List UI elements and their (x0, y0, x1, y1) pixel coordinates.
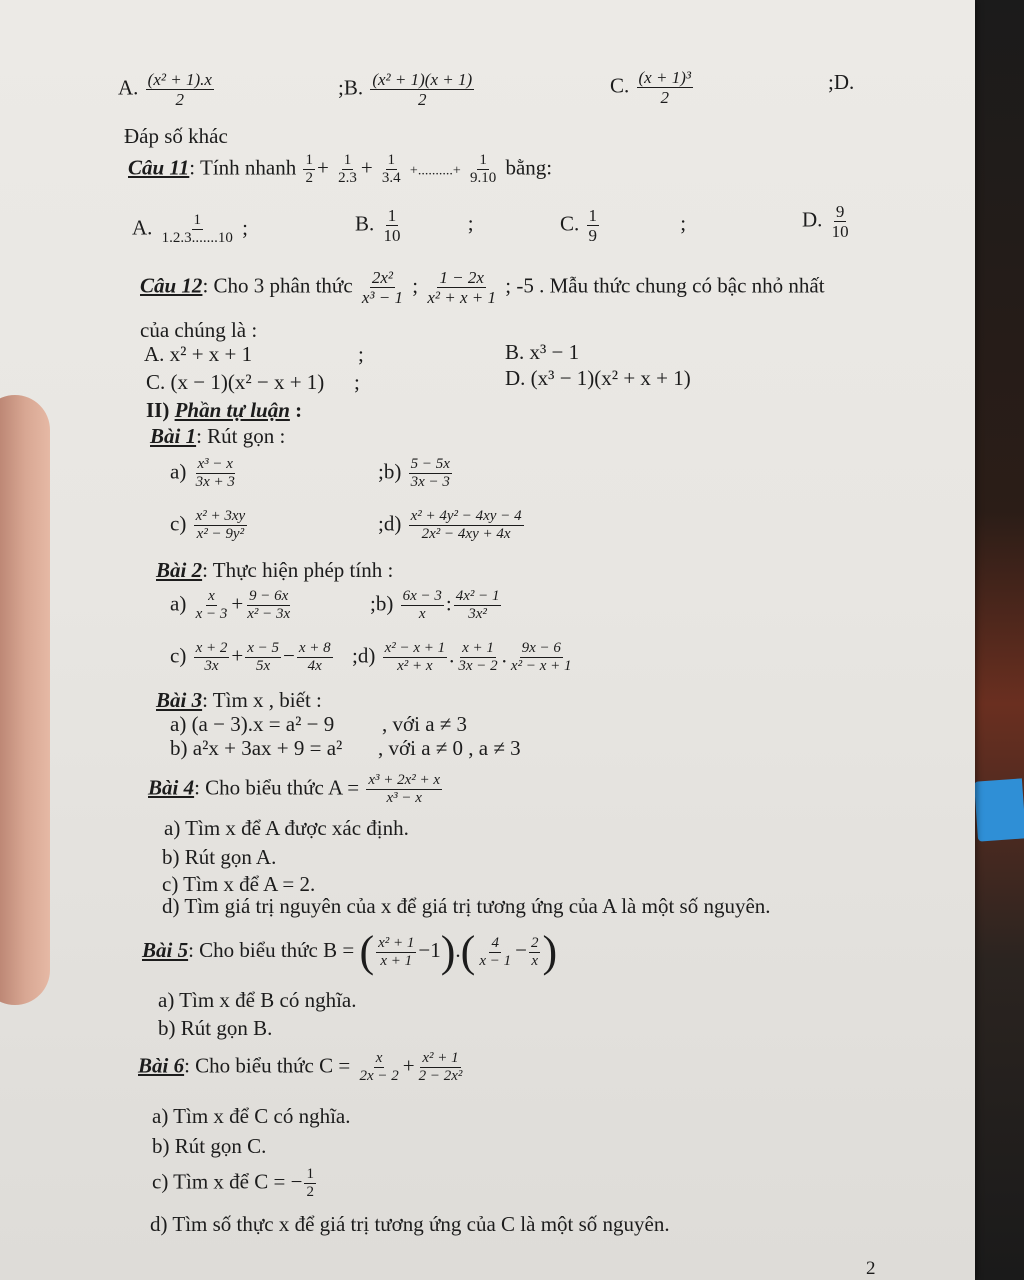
bai5-item-b: b) Rút gọn B. (158, 1016, 273, 1040)
bai4-item-a: a) Tìm x để A được xác định. (164, 816, 409, 840)
bai2-d: ;d) $\frac{\text{x² − x + 1}}{\text{x² + x}}$ . $\frac{x + 1}{3x - 2}$ . $\frac{9x - 6}{\text{x² − x + 1}}$ (352, 640, 572, 674)
bai5-heading: Bài 5: Cho biểu thức B = ( $\frac{\text{x² + 1}}{x + 1}$ −1).( $\frac{4}{x - 1}$ − $\frac{2}{x}$ ) (142, 927, 558, 976)
q10-option-b: ;B. $\frac{\text{(x² + 1)(x + 1)}}{2}$ (338, 70, 473, 109)
q11-option-b: B. $\frac{1}{10}$ ; (355, 206, 474, 245)
q12-line2: của chúng là : (140, 318, 258, 342)
q11-option-c: C. $\frac{1}{9}$ ; (560, 206, 687, 245)
q10-option-a: A. $\frac{\text{(x² + 1).x}}{2}$ (118, 70, 212, 109)
bai1-b: ;b) $\frac{5 - 5x}{3x - 3}$ (378, 456, 450, 490)
q12-option-d: D. (x³ − 1)(x² + x + 1) (505, 366, 691, 390)
bai2-a: a) $\frac{x}{x - 3}$ + $\frac{9 - 6x}{\text{x² − 3x}}$ (170, 588, 291, 622)
keyboard-key (974, 778, 1024, 841)
bai6-item-a: a) Tìm x để C có nghĩa. (152, 1104, 351, 1128)
q12-option-b: B. x³ − 1 (505, 340, 580, 364)
q11-option-a: A. $\frac{1}{1.2.3.......10}$ ; (132, 212, 249, 246)
bai6-heading: Bài 6: Cho biểu thức C = $\frac{x}{2x - 2}$ + $\frac{\text{x² + 1}}{\text{2 − 2x²}}$ (138, 1050, 463, 1084)
q12-option-c: C. (x − 1)(x² − x + 1) (146, 370, 325, 394)
bai6-item-d: d) Tìm số thực x để giá trị tương ứng của C là một số nguyên. (150, 1212, 670, 1236)
part2-heading: II) Phần tự luận : (146, 398, 303, 422)
q12-option-c-sep: ; (354, 370, 360, 394)
bai4-item-c: c) Tìm x để A = 2. (162, 872, 316, 896)
bai3-a: a) (a − 3).x = a² − 9 (170, 712, 335, 736)
bai1-d: ;d) $\frac{\text{x² + 4y² − 4xy − 4}}{\text{2x² − 4xy + 4x}}$ (378, 508, 522, 542)
q10-option-d: ;D. (828, 70, 855, 94)
bai6-item-b: b) Rút gọn C. (152, 1134, 267, 1158)
bai4-item-b: b) Rút gọn A. (162, 845, 277, 869)
bai1-a: a) $\frac{\text{x³ − x}}{3x + 3}$ (170, 456, 235, 490)
q11-question: Câu 11: Tính nhanh $\frac{1}{2}$ + $\frac{1}{2.3}$ + $\frac{1}{3.4}$ +..........+ $\frac{1}{9.10}$ bằng: (128, 152, 553, 186)
finger-thumb (0, 395, 50, 1005)
q12-option-a: A. x² + x + 1 (144, 342, 253, 366)
bai2-b: ;b) $\frac{6x - 3}{x}$ : $\frac{\text{4x² − 1}}{\text{3x²}}$ (370, 588, 500, 622)
bai3-b: b) a²x + 3ax + 9 = a² (170, 736, 343, 760)
bai4-item-d: d) Tìm giá trị nguyên của x để giá trị tương ứng của A là một số nguyên. (162, 894, 771, 918)
page-number: 2 (866, 1258, 876, 1279)
bai3-heading: Bài 3: Tìm x , biết : (156, 688, 322, 712)
bai1-c: c) $\frac{\text{x² + 3xy}}{\text{x² − 9y²}}$ (170, 508, 246, 542)
q11-option-d: D. $\frac{9}{10}$ (802, 202, 849, 241)
bai6-item-c: c) Tìm x để C = − $\frac{1}{2}$ (152, 1166, 314, 1200)
bai3-b-condition: , với a ≠ 0 , a ≠ 3 (378, 736, 521, 760)
q10-option-d-text: Đáp số khác (124, 124, 228, 148)
bai2-heading: Bài 2: Thực hiện phép tính : (156, 558, 394, 582)
bai5-item-a: a) Tìm x để B có nghĩa. (158, 988, 357, 1012)
bai4-heading: Bài 4: Cho biểu thức A = $\frac{\text{x³ + 2x² + x}}{\text{x³ − x}}$ (148, 772, 441, 806)
q12-question: Câu 12: Cho 3 phân thức $\frac{\text{2x²}}{\text{x³ − 1}}$ ; $\frac{1 - 2x}{\text{x² + x + 1}}$ ; -5 . Mẫu thức chung có bậc nhỏ nhất (140, 268, 825, 307)
bai3-a-condition: , với a ≠ 3 (382, 712, 468, 736)
q10-option-c: C. $\frac{\text{(x + 1)³}}{2}$ (610, 68, 691, 107)
q12-option-a-sep: ; (358, 342, 364, 366)
bai2-c: c) $\frac{x + 2}{3x}$ + $\frac{x - 5}{5x}$ − $\frac{x + 8}{4x}$ (170, 640, 331, 674)
bai1-heading: Bài 1: Rút gọn : (150, 424, 286, 448)
